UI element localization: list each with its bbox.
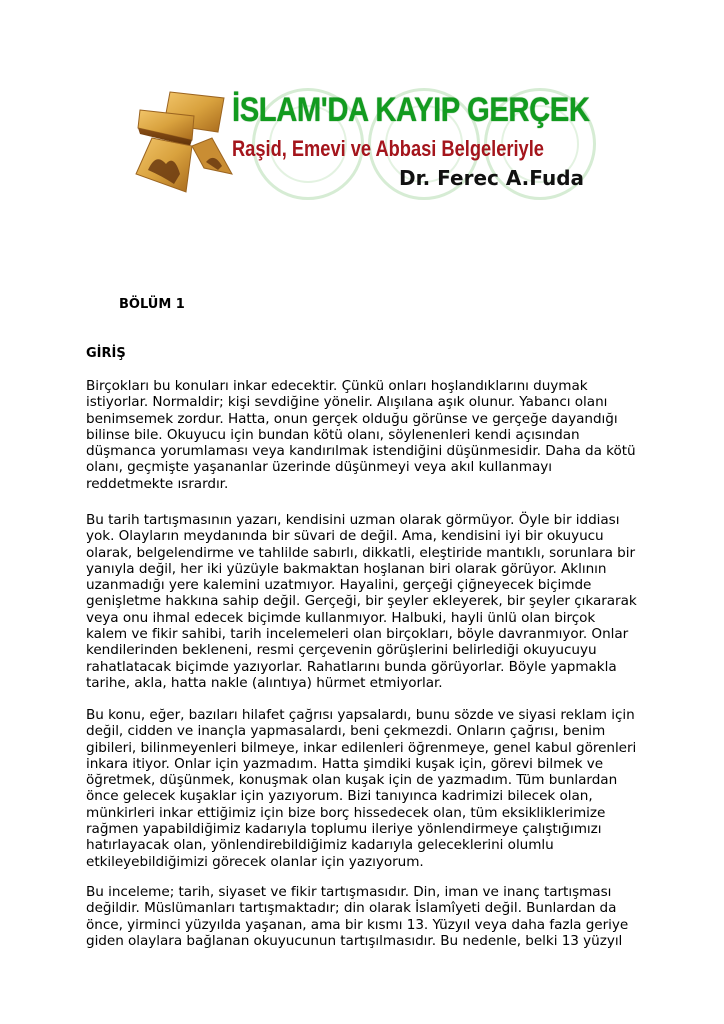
paragraph: Bu inceleme; tarih, siyaset ve fikir tartışmasıdır. Din, iman ve inanç tartışması değildir. Müslümanları tartışmaktadır; din olarak İslamîyeti değil. Bunlardan da önce, yirminci yüzyılda yaşanan, ama bir kısmı 13. Yüzyıl veya daha fazla geriye giden olaylara bağlanan okuyucunun tartışılmasıdır. Bu nedenle, belki 13 yüzyıl: [86, 884, 629, 949]
book-cover-banner: [132, 86, 592, 202]
paragraph: Birçokları bu konuları inkar edecektir. Çünkü onları hoşlandıklarını duymak istiyorlar. Normaldir; kişi sevdiğine yönelir. Alışılana aşık olunur. Yabancı olanı benimsemek zordur. Hatta, onun gerçek olduğu görünse ve gerçeğe dayandığı bilinse bile. Okuyucu için bundan kötü olanı, söylenenleri kendi açısından düşmanca yorumlaması veya kandırılmak istendiğini düşünmesidir. Daha da kötü olanı, geçmişte yaşananlar üzerinde düşünmeyi veya akıl kullanmayı reddetmekte ısrardır.: [86, 378, 636, 492]
paragraph: Bu konu, eğer, bazıları hilafet çağrısı yapsalardı, bunu sözde ve siyasi reklam için değil, cidden ve inançla yapmasalardı, beni çekmezdi. Onların çağrısı, benim gibileri, bilinmeyenleri bilmeye, inkar edilenleri öğrenmeye, genel kabul görenleri inkara itiyor. Onlar için yazmadım. Hatta şimdiki kuşak için, görevi bilmek ve öğretmek, düşünmek, konuşmak olan kuşak için de yazmadım. Tüm bunlardan önce gelecek kuşaklar için yazıyorum. Bizi tanıyınca kadrimizi bilecek olan, münkirleri inkar ettiğimiz için bize borç hissedecek olan, tüm eksikliklerimize rağmen yapabildiğimiz kadarıyla toplumu ileriye yönlendirmeye çalıştığımızı hatırlayacak olan, yönlendirebildiğimiz kadarıyla geleceklerini olumlu etkileyebildiğimizi görecek olanlar için yazıyorum.: [86, 707, 637, 870]
book-title: İSLAM'DA KAYIP GERÇEK: [232, 91, 590, 129]
book-author: Dr. Ferec A.Fuda: [399, 166, 584, 190]
quran-stand-icon: [134, 88, 234, 196]
chapter-label: BÖLÜM 1: [119, 297, 185, 312]
section-heading: GİRİŞ: [86, 346, 126, 361]
paragraph: Bu tarih tartışmasının yazarı, kendisini uzman olarak görmüyor. Öyle bir iddiası yok. Olayların meydanında bir süvari de değil. Ama, kendisini iyi bir okuyucu olarak, belgelendirme ve tahlilde sabırlı, dikkatli, eleştiride mantıklı, sorunlara bir yanıyla değil, her iki yüzüyle bakmaktan hoşlanan biri olarak görüyor. Aklının uzanmadığı yere kalemini uzatmıyor. Hayalini, gerçeği çiğneyecek biçimde genişletme hakkına sahip değil. Gerçeği, bir şeyler ekleyerek, bir şeyler çıkararak veya onu ihmal edecek biçimde kullanmıyor. Halbuki, hayli ünlü olan birçok kalem ve fikir sahibi, tarih incelemeleri olan birçokları, böyle davranmıyor. Onlar kendilerinden bekleneni, resmi çerçevenin görüşlerini belirlediği okuyucuyu rahatlatacak biçimde yazıyorlar. Rahatlarını bunda görüyorlar. Böyle yapmakla tarihe, akla, hatta nakle (alıntıya) hürmet etmiyorlar.: [86, 512, 637, 691]
book-subtitle: Raşid, Emevi ve Abbasi Belgeleriyle: [232, 136, 544, 161]
